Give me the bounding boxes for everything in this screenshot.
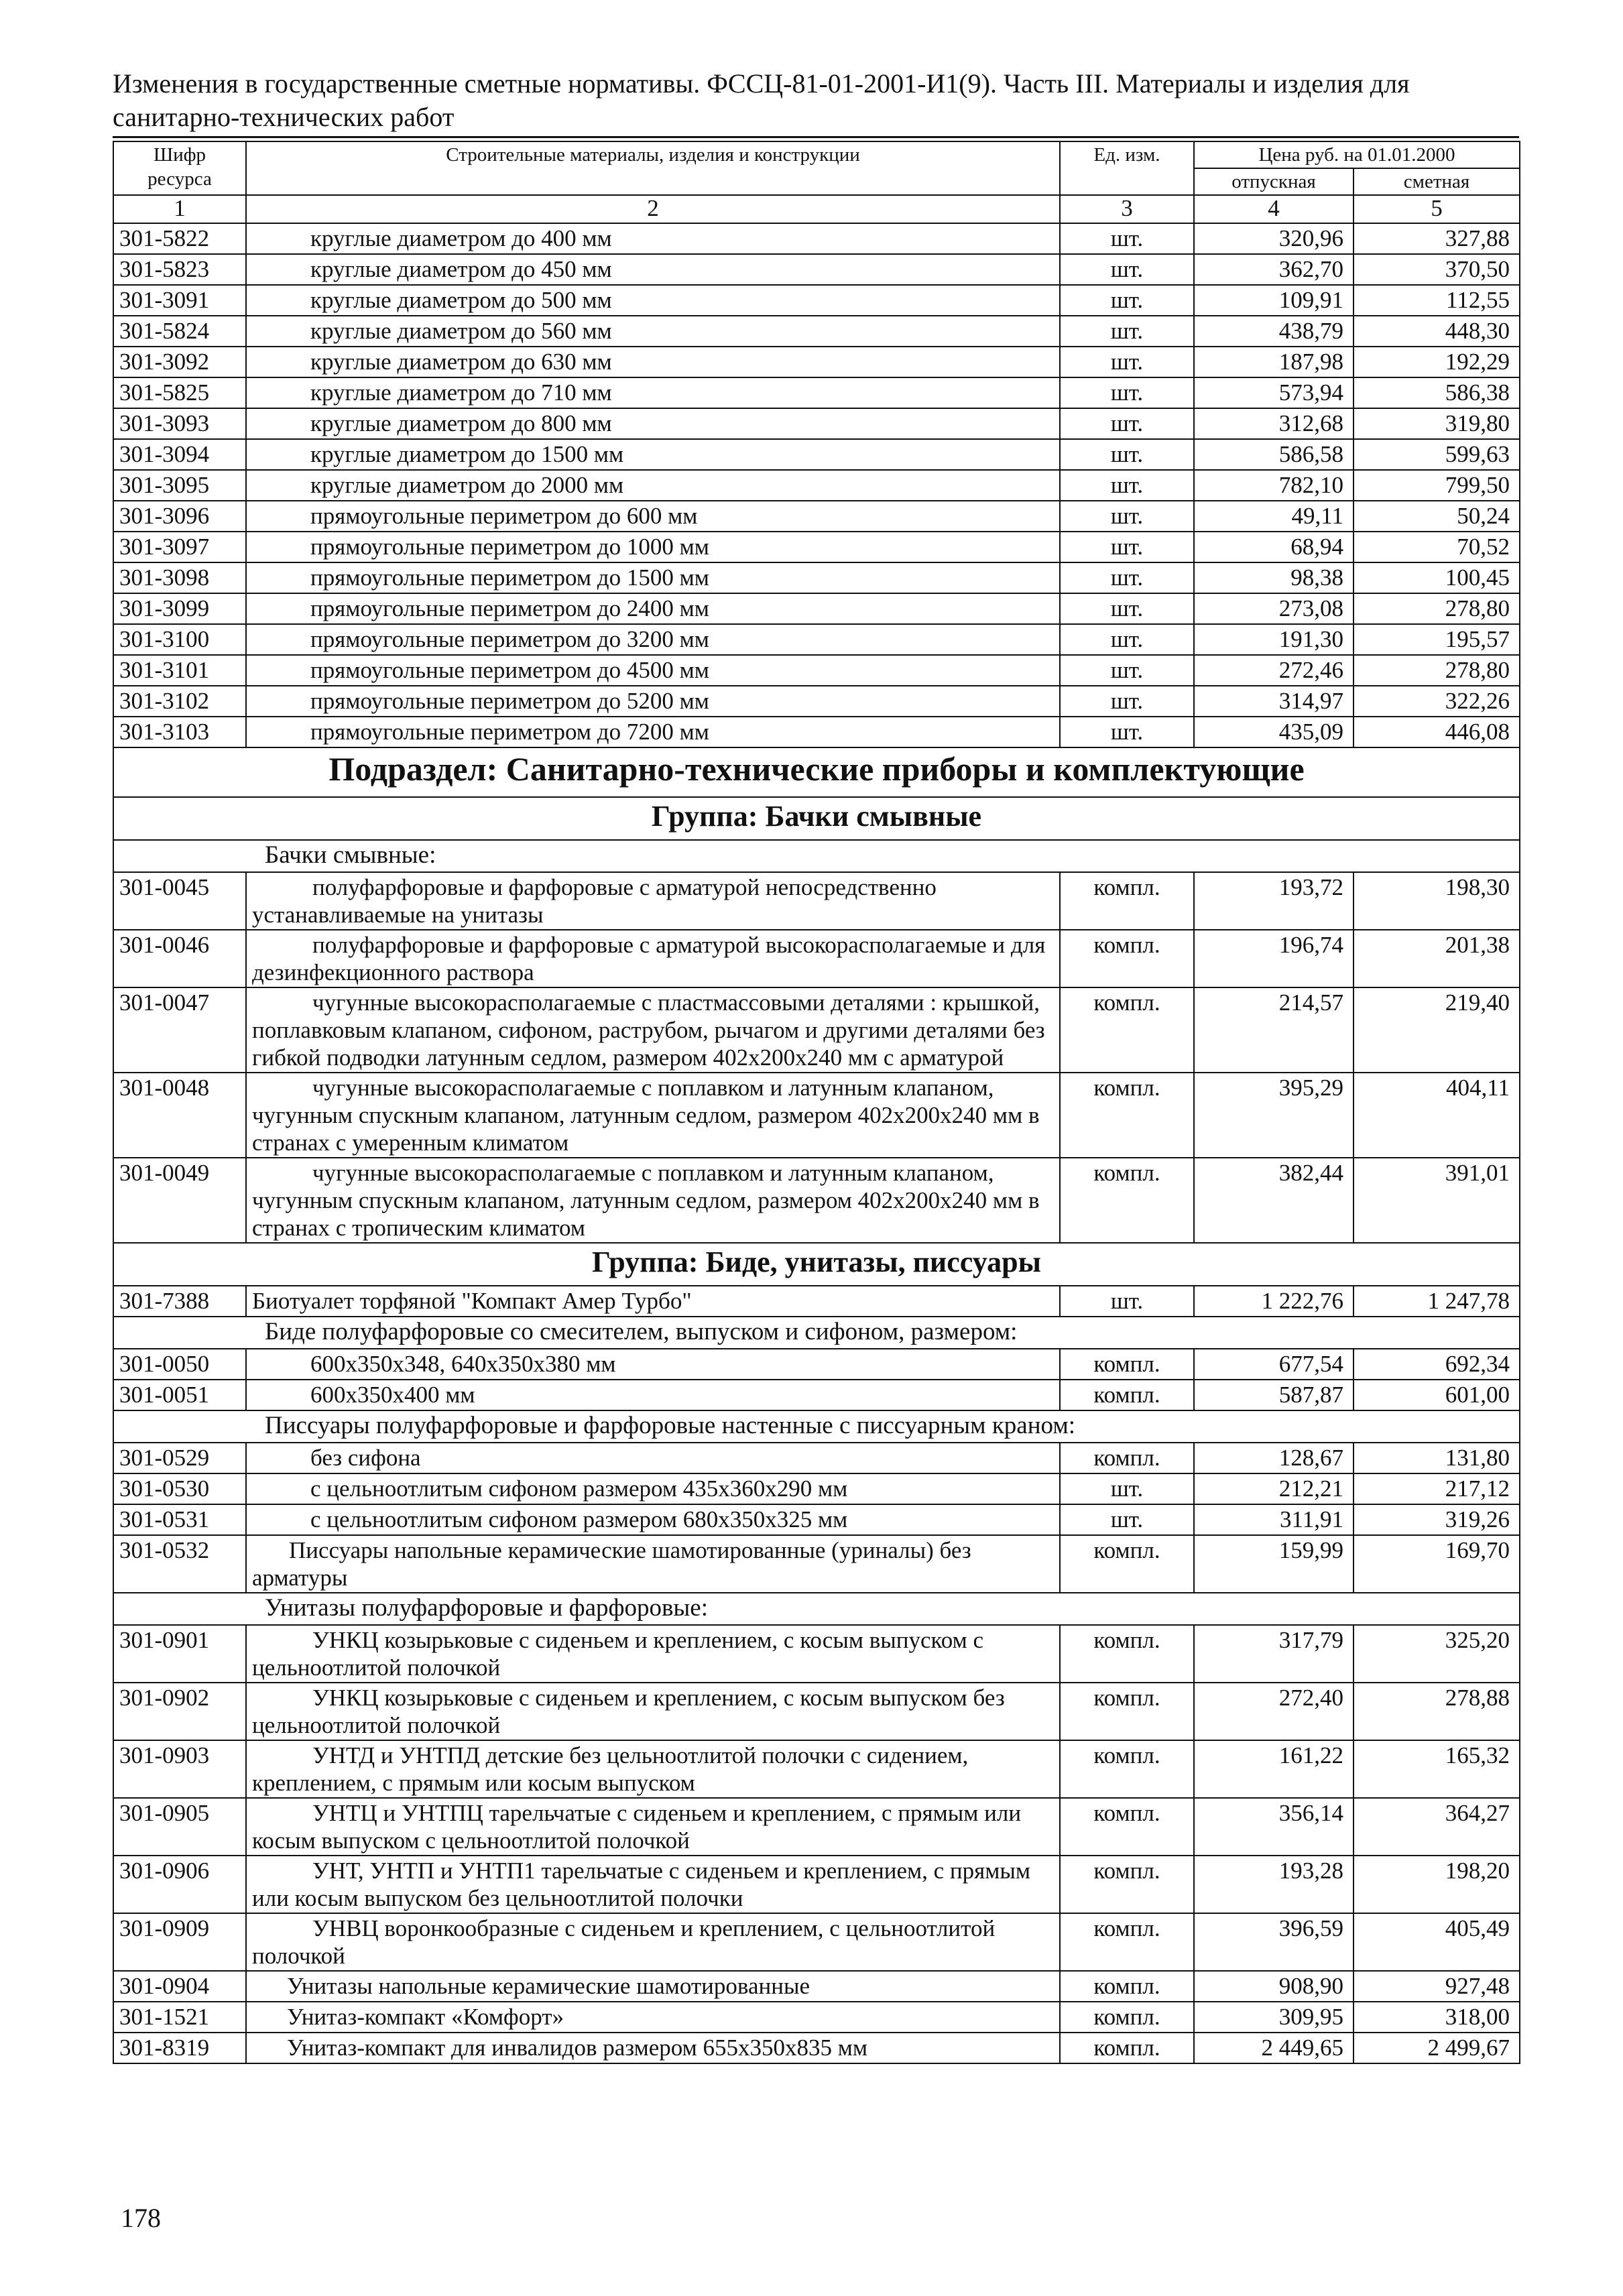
resource-code: 301-3099 <box>113 593 246 624</box>
resource-code: 301-3101 <box>113 655 246 686</box>
unit: шт. <box>1060 223 1194 254</box>
estimate-price: 217,12 <box>1354 1473 1520 1504</box>
unit: шт. <box>1060 501 1194 532</box>
group-title-tanks: Группа: Бачки смывные <box>113 797 1520 840</box>
table-row <box>113 501 1520 532</box>
unit: шт. <box>1060 686 1194 717</box>
unit: шт. <box>1060 285 1194 316</box>
resource-code: 301-0909 <box>113 1913 246 1971</box>
release-price: 362,70 <box>1194 254 1354 285</box>
tanks-label-row <box>113 840 1520 872</box>
table-row <box>113 532 1520 562</box>
release-price: 438,79 <box>1194 316 1354 347</box>
release-price: 587,87 <box>1194 1380 1354 1410</box>
column-numbers-row <box>113 195 1520 223</box>
unit: шт. <box>1060 1473 1194 1504</box>
unit: шт. <box>1060 593 1194 624</box>
estimate-price: 364,27 <box>1354 1798 1520 1856</box>
unit: компл. <box>1060 987 1194 1073</box>
unit: шт. <box>1060 347 1194 377</box>
estimate-price: 327,88 <box>1354 223 1520 254</box>
table-row <box>113 1798 1520 1856</box>
table-row <box>113 347 1520 377</box>
unit: компл. <box>1060 1158 1194 1243</box>
item-name: УНВЦ воронкообразные с сиденьем и креплением, с цельноотлитой полочкой <box>246 1913 1060 1971</box>
table-row <box>113 1380 1520 1410</box>
estimate-price: 318,00 <box>1354 2002 1520 2033</box>
item-name: чугунные высокорасполагаемые с поплавком и латунным клапаном, чугунным спускным клапаном, латунным седлом, размером 402х200х240 мм в странах с тропическим климатом <box>246 1158 1060 1243</box>
table-row <box>113 717 1520 747</box>
table-row <box>113 254 1520 285</box>
header-name: Строительные материалы, изделия и конструкции <box>246 141 1060 195</box>
col-number: 1 <box>113 195 246 223</box>
table-row <box>113 1535 1520 1593</box>
estimate-price: 219,40 <box>1354 987 1520 1073</box>
estimate-price: 405,49 <box>1354 1913 1520 1971</box>
header-code: Шифр ресурса <box>113 141 246 195</box>
item-name: чугунные высокорасполагаемые с пластмассовыми деталями : крышкой, поплавковым клапаном, сифоном, раструбом, рычагом и другими деталями без гибкой подводки латунным седлом, размером 402х200х240 мм с арматурой <box>246 987 1060 1073</box>
estimate-price: 169,70 <box>1354 1535 1520 1593</box>
header-estimate: сметная <box>1354 168 1520 195</box>
table-row <box>113 1913 1520 1971</box>
item-name: круглые диаметром до 630 мм <box>246 347 1060 377</box>
release-price: 435,09 <box>1194 717 1354 747</box>
estimate-price: 278,88 <box>1354 1683 1520 1740</box>
item-name: круглые диаметром до 710 мм <box>246 377 1060 408</box>
release-price: 356,14 <box>1194 1798 1354 1856</box>
item-name: УНКЦ козырьковые с сиденьем и креплением, с косым выпуском с цельноотлитой полочкой <box>246 1625 1060 1683</box>
unit: компл. <box>1060 930 1194 987</box>
estimate-price: 70,52 <box>1354 532 1520 562</box>
release-price: 782,10 <box>1194 470 1354 501</box>
resource-code: 301-5824 <box>113 316 246 347</box>
table-row <box>113 1473 1520 1504</box>
estimate-price: 198,30 <box>1354 872 1520 930</box>
table-row <box>113 1683 1520 1740</box>
table-row <box>113 408 1520 439</box>
estimate-price: 319,26 <box>1354 1504 1520 1535</box>
item-name: Биотуалет торфяной "Компакт Амер Турбо" <box>246 1286 1060 1317</box>
table-row <box>113 2002 1520 2033</box>
release-price: 193,28 <box>1194 1856 1354 1913</box>
resource-code: 301-0047 <box>113 987 246 1073</box>
table-row <box>113 1625 1520 1683</box>
unit: компл. <box>1060 1380 1194 1410</box>
release-price: 311,91 <box>1194 1504 1354 1535</box>
bidet-label-row <box>113 1317 1520 1349</box>
release-price: 214,57 <box>1194 987 1354 1073</box>
tanks-label: Бачки смывные: <box>113 840 1520 872</box>
table-row <box>113 930 1520 987</box>
header-line-1: Изменения в государственные сметные нормативы. ФССЦ-81-01-2001-И1(9). Часть III. Материалы и изделия для <box>113 68 1410 99</box>
col-number: 3 <box>1060 195 1194 223</box>
release-price: 382,44 <box>1194 1158 1354 1243</box>
wc-label: Унитазы полуфарфоровые и фарфоровые: <box>113 1593 1520 1625</box>
resource-code: 301-0530 <box>113 1473 246 1504</box>
item-name: УНКЦ козырьковые с сиденьем и креплением, с косым выпуском без цельноотлитой полочкой <box>246 1683 1060 1740</box>
resource-code: 301-3093 <box>113 408 246 439</box>
release-price: 272,40 <box>1194 1683 1354 1740</box>
page-number: 178 <box>121 2203 161 2233</box>
estimate-price: 404,11 <box>1354 1073 1520 1158</box>
unit: шт. <box>1060 717 1194 747</box>
price-table-body <box>113 141 1520 2063</box>
estimate-price: 325,20 <box>1354 1625 1520 1683</box>
estimate-price: 319,80 <box>1354 408 1520 439</box>
release-price: 396,59 <box>1194 1913 1354 1971</box>
resource-code: 301-3095 <box>113 470 246 501</box>
resource-code: 301-1521 <box>113 2002 246 2033</box>
item-name: 600х350х348, 640х350х380 мм <box>246 1349 1060 1380</box>
release-price: 317,79 <box>1194 1625 1354 1683</box>
estimate-price: 198,20 <box>1354 1856 1520 1913</box>
release-price: 320,96 <box>1194 223 1354 254</box>
unit: компл. <box>1060 1073 1194 1158</box>
table-row <box>113 987 1520 1073</box>
table-row <box>113 223 1520 254</box>
table-row <box>113 593 1520 624</box>
estimate-price: 100,45 <box>1354 562 1520 593</box>
estimate-price: 599,63 <box>1354 439 1520 470</box>
resource-code: 301-0531 <box>113 1504 246 1535</box>
header-rule <box>113 136 1519 138</box>
resource-code: 301-0045 <box>113 872 246 930</box>
table-row <box>113 377 1520 408</box>
release-price: 161,22 <box>1194 1740 1354 1798</box>
unit: компл. <box>1060 2033 1194 2063</box>
estimate-price: 586,38 <box>1354 377 1520 408</box>
table-row <box>113 1856 1520 1913</box>
resource-code: 301-5823 <box>113 254 246 285</box>
item-name: круглые диаметром до 500 мм <box>246 285 1060 316</box>
table-row <box>113 439 1520 470</box>
estimate-price: 112,55 <box>1354 285 1520 316</box>
table-row <box>113 2033 1520 2063</box>
urinal-label: Писсуары полуфарфоровые и фарфоровые настенные с писсуарным краном: <box>113 1410 1520 1443</box>
release-price: 49,11 <box>1194 501 1354 532</box>
item-name: чугунные высокорасполагаемые с поплавком и латунным клапаном, чугунным спускным клапаном, латунным седлом, размером 402х200х240 мм в странах с умеренным климатом <box>246 1073 1060 1158</box>
group-title-tanks-row <box>113 797 1520 840</box>
release-price: 1 222,76 <box>1194 1286 1354 1317</box>
estimate-price: 50,24 <box>1354 501 1520 532</box>
unit: шт. <box>1060 1504 1194 1535</box>
release-price: 193,72 <box>1194 872 1354 930</box>
release-price: 312,68 <box>1194 408 1354 439</box>
table-row <box>113 1073 1520 1158</box>
estimate-price: 927,48 <box>1354 1971 1520 2002</box>
unit: компл. <box>1060 1740 1194 1798</box>
bidet-label: Биде полуфарфоровые со смесителем, выпуском и сифоном, размером: <box>113 1317 1520 1349</box>
resource-code: 301-0050 <box>113 1349 246 1380</box>
estimate-price: 192,29 <box>1354 347 1520 377</box>
header-price: Цена руб. на 01.01.2000 <box>1194 141 1520 168</box>
table-row <box>113 1740 1520 1798</box>
unit: компл. <box>1060 1971 1194 2002</box>
resource-code: 301-8319 <box>113 2033 246 2063</box>
release-price: 314,97 <box>1194 686 1354 717</box>
estimate-price: 799,50 <box>1354 470 1520 501</box>
table-row <box>113 1286 1520 1317</box>
table-row <box>113 1349 1520 1380</box>
release-price: 395,29 <box>1194 1073 1354 1158</box>
resource-code: 301-5822 <box>113 223 246 254</box>
release-price: 128,67 <box>1194 1443 1354 1473</box>
unit: компл. <box>1060 1443 1194 1473</box>
unit: компл. <box>1060 1625 1194 1683</box>
unit: шт. <box>1060 470 1194 501</box>
item-name: круглые диаметром до 2000 мм <box>246 470 1060 501</box>
resource-code: 301-3091 <box>113 285 246 316</box>
unit: компл. <box>1060 1683 1194 1740</box>
unit: шт. <box>1060 439 1194 470</box>
unit: компл. <box>1060 872 1194 930</box>
item-name: круглые диаметром до 450 мм <box>246 254 1060 285</box>
release-price: 309,95 <box>1194 2002 1354 2033</box>
resource-code: 301-3103 <box>113 717 246 747</box>
item-name: без сифона <box>246 1443 1060 1473</box>
table-header-row-1 <box>113 141 1520 168</box>
unit: компл. <box>1060 1913 1194 1971</box>
item-name: УНТ, УНТП и УНТП1 тарельчатые с сиденьем и креплением, с прямым или косым выпуском без цельноотлитой полочки <box>246 1856 1060 1913</box>
table-row <box>113 872 1520 930</box>
table-row <box>113 316 1520 347</box>
item-name: 600х350х400 мм <box>246 1380 1060 1410</box>
table-row <box>113 1504 1520 1535</box>
item-name: Унитаз-компакт для инвалидов размером 655х350х835 мм <box>246 2033 1060 2063</box>
release-price: 196,74 <box>1194 930 1354 987</box>
table-row <box>113 285 1520 316</box>
estimate-price: 322,26 <box>1354 686 1520 717</box>
table-row <box>113 1971 1520 2002</box>
unit: компл. <box>1060 1798 1194 1856</box>
estimate-price: 1 247,78 <box>1354 1286 1520 1317</box>
resource-code: 301-3094 <box>113 439 246 470</box>
unit: компл. <box>1060 1535 1194 1593</box>
estimate-price: 448,30 <box>1354 316 1520 347</box>
item-name: прямоугольные периметром до 5200 мм <box>246 686 1060 717</box>
table-row <box>113 624 1520 655</box>
estimate-price: 278,80 <box>1354 593 1520 624</box>
resource-code: 301-0051 <box>113 1380 246 1410</box>
item-name: круглые диаметром до 560 мм <box>246 316 1060 347</box>
item-name: прямоугольные периметром до 600 мм <box>246 501 1060 532</box>
resource-code: 301-3096 <box>113 501 246 532</box>
urinal-label-row <box>113 1410 1520 1443</box>
estimate-price: 446,08 <box>1354 717 1520 747</box>
resource-code: 301-5825 <box>113 377 246 408</box>
resource-code: 301-0902 <box>113 1683 246 1740</box>
estimate-price: 278,80 <box>1354 655 1520 686</box>
table-row <box>113 1443 1520 1473</box>
resource-code: 301-3102 <box>113 686 246 717</box>
unit: шт. <box>1060 532 1194 562</box>
release-price: 272,46 <box>1194 655 1354 686</box>
release-price: 191,30 <box>1194 624 1354 655</box>
estimate-price: 370,50 <box>1354 254 1520 285</box>
resource-code: 301-3097 <box>113 532 246 562</box>
release-price: 273,08 <box>1194 593 1354 624</box>
table-row <box>113 470 1520 501</box>
table-row <box>113 686 1520 717</box>
unit: компл. <box>1060 1349 1194 1380</box>
unit: шт. <box>1060 624 1194 655</box>
item-name: прямоугольные периметром до 1500 мм <box>246 562 1060 593</box>
resource-code: 301-3098 <box>113 562 246 593</box>
release-price: 573,94 <box>1194 377 1354 408</box>
col-number: 2 <box>246 195 1060 223</box>
resource-code: 301-7388 <box>113 1286 246 1317</box>
estimate-price: 165,32 <box>1354 1740 1520 1798</box>
resource-code: 301-0906 <box>113 1856 246 1913</box>
table-row <box>113 562 1520 593</box>
header-unit: Ед. изм. <box>1060 141 1194 195</box>
unit: шт. <box>1060 316 1194 347</box>
item-name: прямоугольные периметром до 2400 мм <box>246 593 1060 624</box>
release-price: 159,99 <box>1194 1535 1354 1593</box>
release-price: 586,58 <box>1194 439 1354 470</box>
item-name: УНТЦ и УНТПЦ тарельчатые с сиденьем и креплением, с прямым или косым выпуском с цельноотлитой полочкой <box>246 1798 1060 1856</box>
item-name: Унитаз-компакт «Комфорт» <box>246 2002 1060 2033</box>
wc-label-row <box>113 1593 1520 1625</box>
item-name: с цельноотлитым сифоном размером 435х360х290 мм <box>246 1473 1060 1504</box>
item-name: УНТД и УНТПД детские без цельноотлитой полочки с сидением, креплением, с прямым или косым выпуском <box>246 1740 1060 1798</box>
subsection-title-row <box>113 747 1520 797</box>
release-price: 908,90 <box>1194 1971 1354 2002</box>
group-title-toilets-row <box>113 1243 1520 1286</box>
col-number: 4 <box>1194 195 1354 223</box>
resource-code: 301-0904 <box>113 1971 246 2002</box>
item-name: круглые диаметром до 1500 мм <box>246 439 1060 470</box>
item-name: с цельноотлитым сифоном размером 680х350х325 мм <box>246 1504 1060 1535</box>
item-name: прямоугольные периметром до 1000 мм <box>246 532 1060 562</box>
item-name: Унитазы напольные керамические шамотированные <box>246 1971 1060 2002</box>
item-name: круглые диаметром до 400 мм <box>246 223 1060 254</box>
unit: шт. <box>1060 254 1194 285</box>
price-table <box>113 141 1520 2064</box>
page-header <box>113 67 1514 134</box>
resource-code: 301-0048 <box>113 1073 246 1158</box>
release-price: 212,21 <box>1194 1473 1354 1504</box>
release-price: 677,54 <box>1194 1349 1354 1380</box>
estimate-price: 601,00 <box>1354 1380 1520 1410</box>
unit: шт. <box>1060 655 1194 686</box>
resource-code: 301-0905 <box>113 1798 246 1856</box>
group-title-toilets: Группа: Биде, унитазы, писсуары <box>113 1243 1520 1286</box>
item-name: Писсуары напольные керамические шамотированные (уриналы) без арматуры <box>246 1535 1060 1593</box>
release-price: 2 449,65 <box>1194 2033 1354 2063</box>
item-name: прямоугольные периметром до 7200 мм <box>246 717 1060 747</box>
release-price: 187,98 <box>1194 347 1354 377</box>
estimate-price: 201,38 <box>1354 930 1520 987</box>
unit: шт. <box>1060 562 1194 593</box>
table-row <box>113 1158 1520 1243</box>
estimate-price: 692,34 <box>1354 1349 1520 1380</box>
resource-code: 301-0049 <box>113 1158 246 1243</box>
item-name: круглые диаметром до 800 мм <box>246 408 1060 439</box>
table-row <box>113 655 1520 686</box>
resource-code: 301-0532 <box>113 1535 246 1593</box>
subsection-title: Подраздел: Санитарно-технические приборы и комплектующие <box>113 747 1520 797</box>
release-price: 109,91 <box>1194 285 1354 316</box>
estimate-price: 391,01 <box>1354 1158 1520 1243</box>
unit: компл. <box>1060 2002 1194 2033</box>
resource-code: 301-3100 <box>113 624 246 655</box>
release-price: 68,94 <box>1194 532 1354 562</box>
estimate-price: 195,57 <box>1354 624 1520 655</box>
unit: шт. <box>1060 377 1194 408</box>
resource-code: 301-0901 <box>113 1625 246 1683</box>
resource-code: 301-0046 <box>113 930 246 987</box>
estimate-price: 131,80 <box>1354 1443 1520 1473</box>
resource-code: 301-3092 <box>113 347 246 377</box>
item-name: прямоугольные периметром до 4500 мм <box>246 655 1060 686</box>
release-price: 98,38 <box>1194 562 1354 593</box>
resource-code: 301-0903 <box>113 1740 246 1798</box>
header-release: отпускная <box>1194 168 1354 195</box>
col-number: 5 <box>1354 195 1520 223</box>
unit: шт. <box>1060 1286 1194 1317</box>
unit: шт. <box>1060 408 1194 439</box>
item-name: прямоугольные периметром до 3200 мм <box>246 624 1060 655</box>
item-name: полуфарфоровые и фарфоровые с арматурой непосредственно устанавливаемые на унитазы <box>246 872 1060 930</box>
estimate-price: 2 499,67 <box>1354 2033 1520 2063</box>
header-line-2: санитарно-технических работ <box>113 102 455 132</box>
resource-code: 301-0529 <box>113 1443 246 1473</box>
item-name: полуфарфоровые и фарфоровые с арматурой высокорасполагаемые и для дезинфекционного раствора <box>246 930 1060 987</box>
unit: компл. <box>1060 1856 1194 1913</box>
